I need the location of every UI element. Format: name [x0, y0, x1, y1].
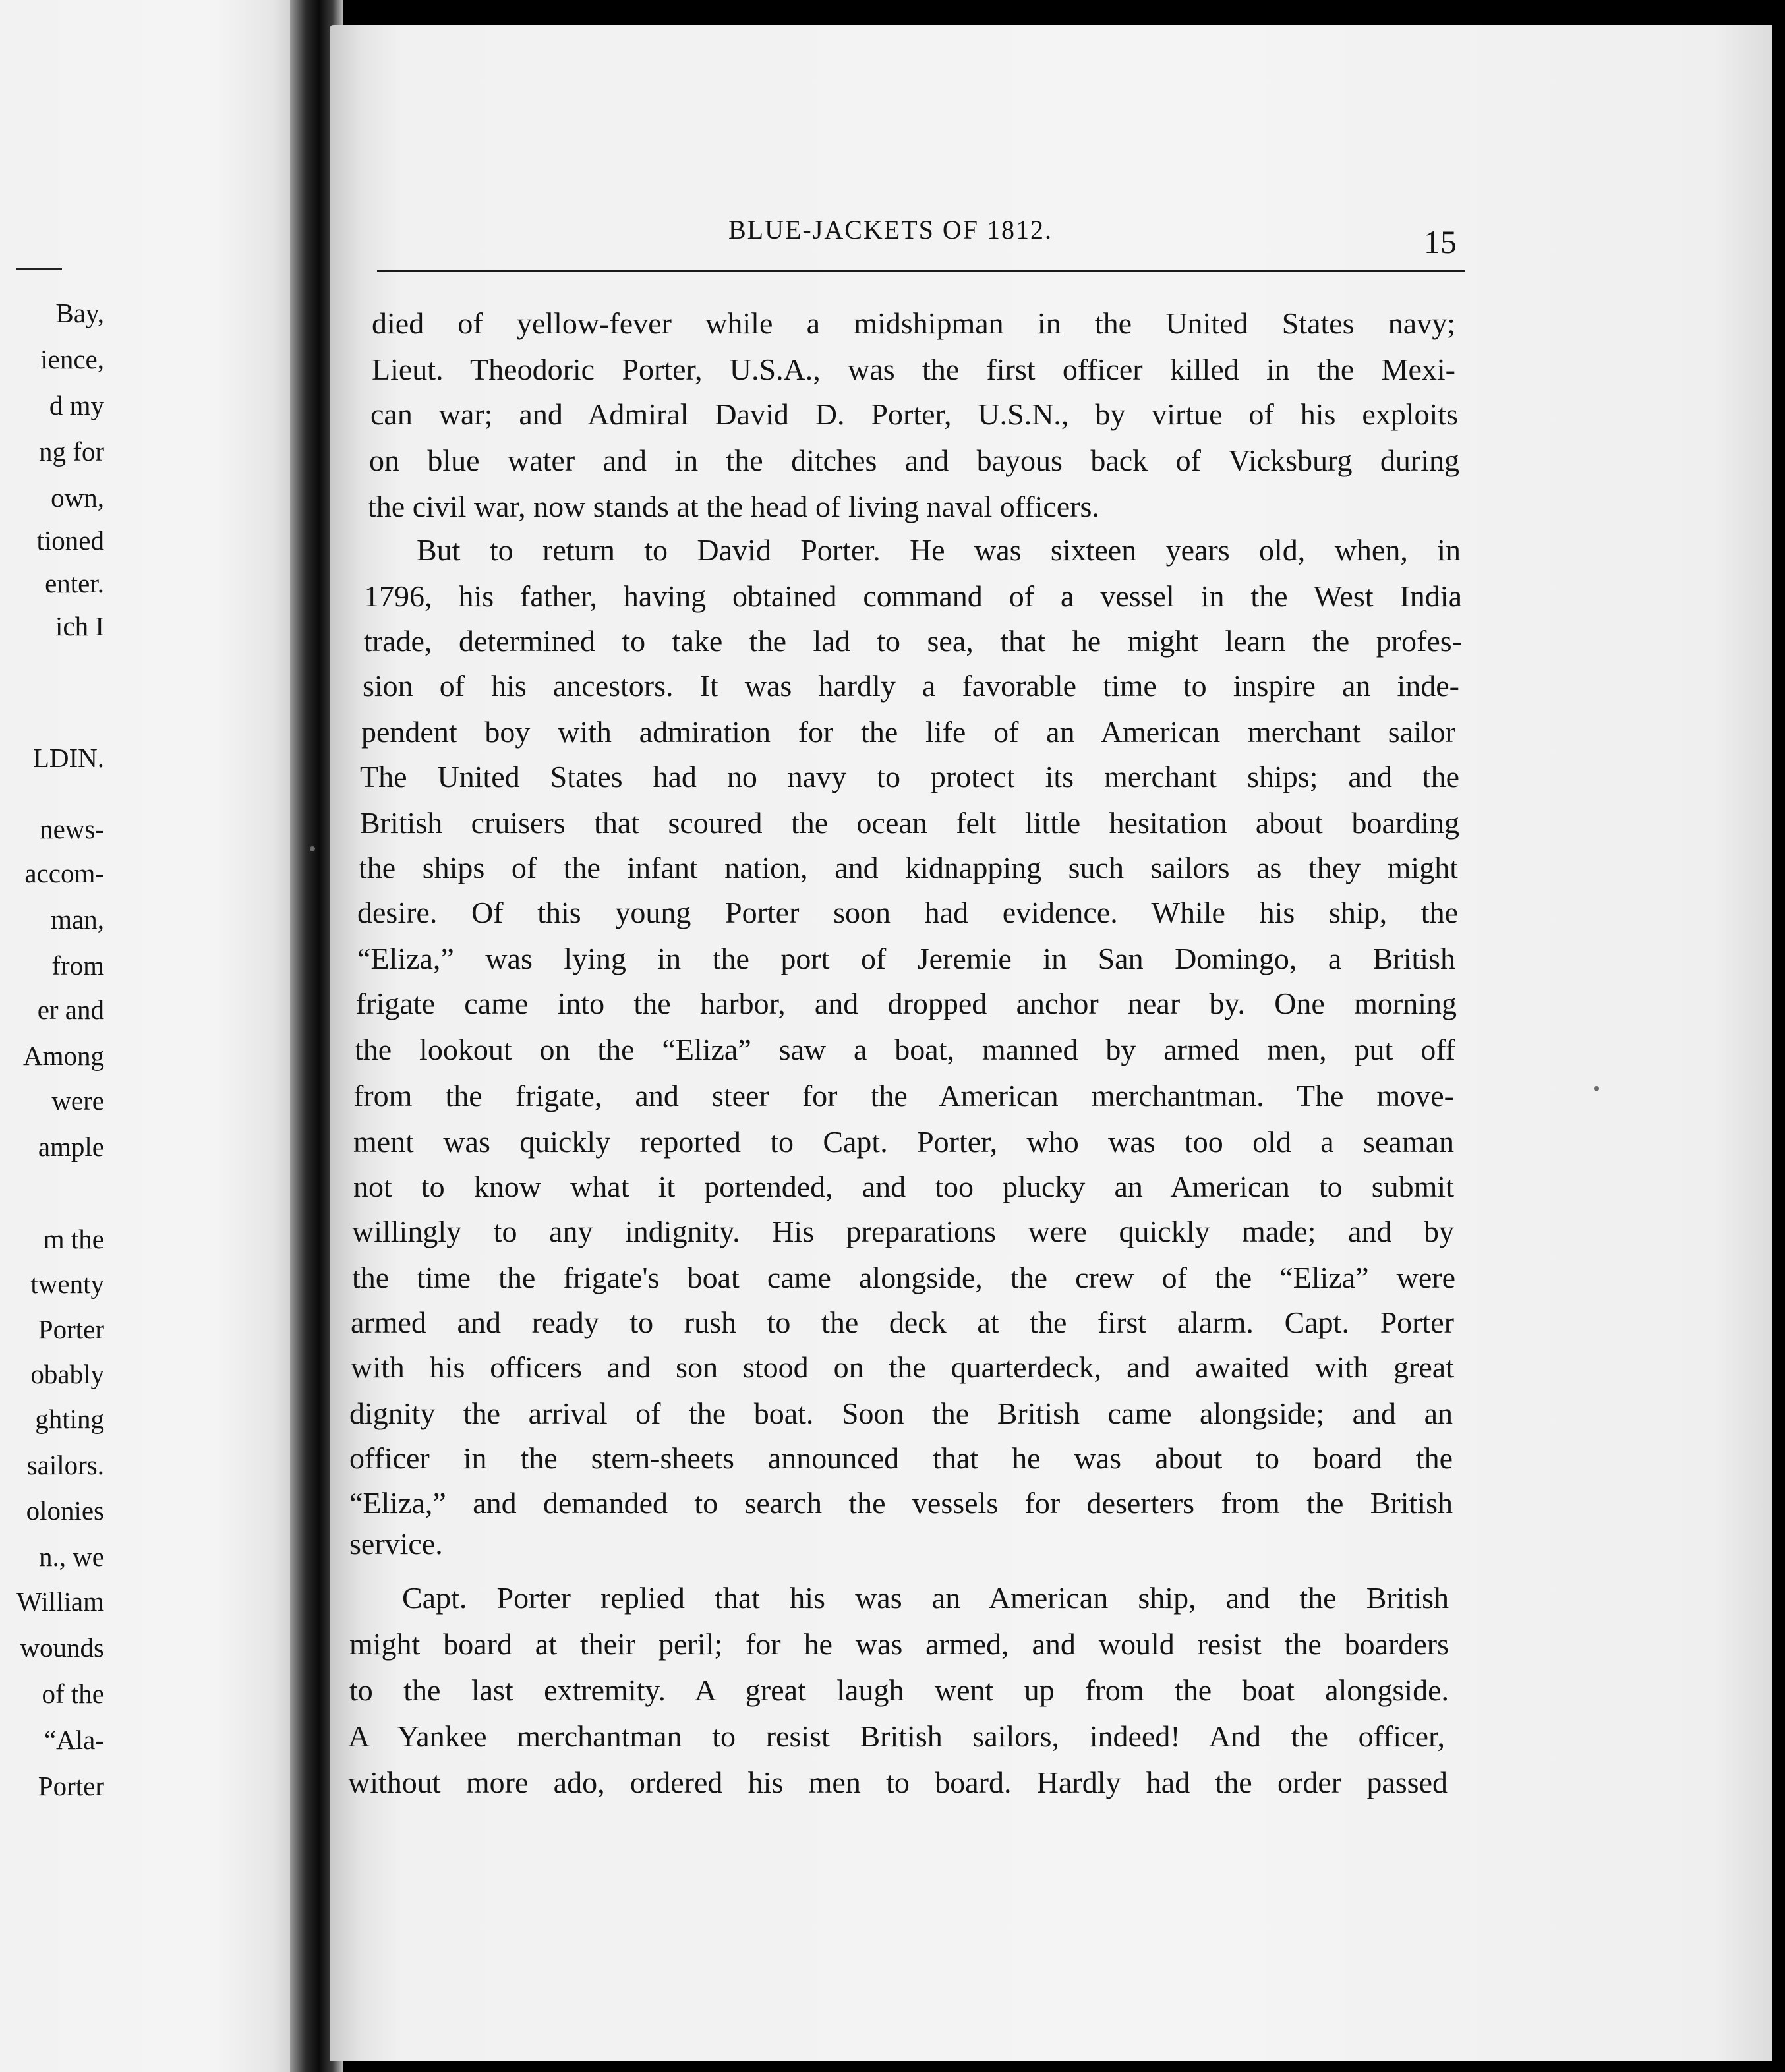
left-page-line: er and: [37, 994, 104, 1025]
body-text-line: with his officers and son stood on the quarterdeck, and awaited with great: [351, 1350, 1454, 1384]
left-page-line: olonies: [26, 1495, 104, 1526]
body-text-line: on blue water and in the ditches and bayous back of Vicksburg during: [369, 444, 1459, 477]
body-text-line: “Eliza,” and demanded to search the vessels for deserters from the British: [349, 1486, 1453, 1520]
body-text-line: 1796, his father, having obtained command of a vessel in the West India: [364, 579, 1462, 613]
body-text-line: British cruisers that scoured the ocean felt little hesitation about boarding: [360, 806, 1459, 840]
body-text-line: the civil war, now stands at the head of living naval officers.: [368, 490, 1099, 523]
body-text-line: dignity the arrival of the boat. Soon the British came alongside; and an: [349, 1396, 1453, 1430]
body-text-line: service.: [349, 1527, 443, 1561]
left-page-line: William: [16, 1586, 104, 1617]
body-text-line: can war; and Admiral David D. Porter, U.S.N., by virtue of his exploits: [370, 397, 1458, 431]
left-page-line: Porter: [38, 1771, 104, 1801]
left-page-line: from: [51, 950, 104, 981]
left-page-line: Bay,: [55, 298, 104, 328]
left-page-line: ich I: [55, 611, 104, 641]
body-text-line: died of yellow-fever while a midshipman in the United States navy;: [372, 306, 1455, 340]
left-page-line: wounds: [20, 1632, 104, 1663]
left-page-line: m the: [43, 1224, 104, 1254]
body-text-line: ment was quickly reported to Capt. Porter, who was too old a seaman: [353, 1125, 1454, 1159]
left-page-line: “Ala-: [44, 1725, 104, 1755]
body-text-line: trade, determined to take the lad to sea, that he might learn the profes-: [364, 624, 1462, 658]
body-text-line: without more ado, ordered his men to board. Hardly had the order passed: [348, 1766, 1448, 1799]
body-text-line: A Yankee merchantman to resist British sailors, indeed! And the officer,: [348, 1719, 1445, 1753]
left-page-line: d my: [49, 390, 104, 420]
left-page-line: accom-: [24, 858, 104, 888]
body-text-line: But to return to David Porter. He was sixteen years old, when, in: [417, 533, 1461, 567]
body-text-line: the time the frigate's boat came alongside, the crew of the “Eliza” were: [352, 1261, 1455, 1294]
body-text-line: to the last extremity. A great laugh went up from the boat alongside.: [349, 1673, 1449, 1707]
left-page-line: obably: [30, 1359, 104, 1389]
body-text-line: desire. Of this young Porter soon had evidence. While his ship, the: [357, 896, 1458, 929]
header-rule: [377, 270, 1465, 272]
body-text-line: pendent boy with admiration for the life of an American merchant sailor: [361, 715, 1455, 749]
body-text-line: from the frigate, and steer for the American merchantman. The move-: [353, 1079, 1454, 1112]
left-page-line: ample: [38, 1132, 104, 1162]
body-text-line: not to know what it portended, and too plucky an American to submit: [353, 1170, 1454, 1203]
body-text-line: the lookout on the “Eliza” saw a boat, manned by armed men, put off: [355, 1033, 1455, 1066]
left-page-line: n., we: [38, 1541, 104, 1572]
left-page-line: were: [51, 1085, 104, 1116]
body-text-line: Lieut. Theodoric Porter, U.S.A., was the first officer killed in the Mexi-: [372, 353, 1455, 386]
left-page-rule: [16, 268, 62, 270]
body-text-line: The United States had no navy to protect its merchant ships; and the: [360, 760, 1459, 793]
left-page-line: Porter: [38, 1314, 104, 1344]
dust-speck: [310, 846, 315, 851]
running-head: BLUE-JACKETS OF 1812.: [728, 215, 1053, 245]
left-page-line: tioned: [36, 525, 104, 556]
body-text-line: willingly to any indignity. His preparations were quickly made; and by: [352, 1215, 1454, 1248]
body-text-line: “Eliza,” was lying in the port of Jeremie in San Domingo, a British: [357, 942, 1455, 975]
previous-page: [0, 0, 310, 2072]
body-text-line: sion of his ancestors. It was hardly a favorable time to inspire an inde-: [363, 669, 1459, 703]
page-number: 15: [1424, 223, 1457, 260]
body-text-line: the ships of the infant nation, and kidnapping such sailors as they might: [359, 851, 1458, 884]
left-page-line: man,: [51, 904, 104, 935]
left-page-line: ghting: [35, 1404, 104, 1434]
body-text-line: Capt. Porter replied that his was an American ship, and the British: [402, 1581, 1449, 1615]
left-page-line: Among: [23, 1041, 104, 1071]
body-text-line: might board at their peril; for he was armed, and would resist the boarders: [349, 1627, 1449, 1661]
left-page-line: ience,: [40, 344, 104, 374]
left-page-line: LDIN.: [32, 743, 104, 773]
body-text-line: frigate came into the harbor, and dropped anchor near by. One morning: [356, 987, 1457, 1020]
body-text-line: officer in the stern-sheets announced that he was about to board the: [349, 1441, 1453, 1475]
left-page-line: own,: [51, 482, 104, 513]
left-page-line: enter.: [45, 568, 104, 598]
left-page-line: news-: [40, 814, 104, 844]
left-page-line: sailors.: [26, 1450, 104, 1480]
left-page-line: ng for: [38, 436, 104, 467]
body-text-line: armed and ready to rush to the deck at the first alarm. Capt. Porter: [351, 1306, 1454, 1339]
left-page-line: of the: [42, 1679, 104, 1709]
dust-speck: [1594, 1086, 1599, 1091]
left-page-line: twenty: [30, 1269, 104, 1299]
